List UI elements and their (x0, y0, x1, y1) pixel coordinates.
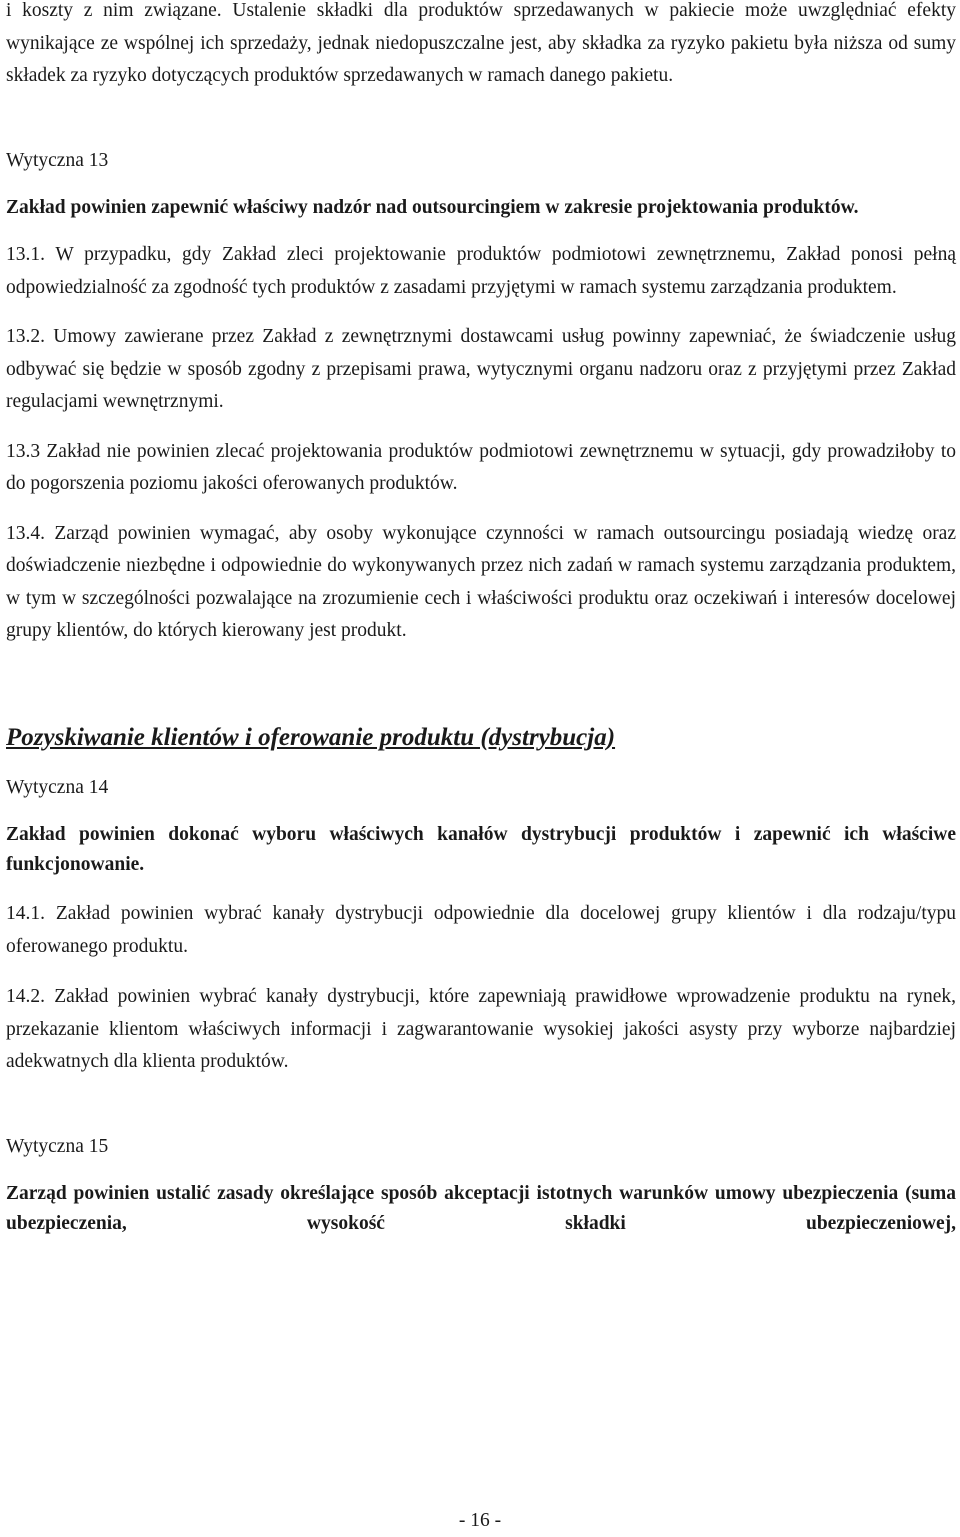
document-page (6, 0, 956, 1239)
guideline-13-point-3: 13.3 Zakład nie powinien zlecać projektowania produktów podmiotowi zewnętrznemu w sytuacji, gdy prowadziłoby to do pogorszenia poziomu jakości oferowanych produktów. (6, 440, 956, 494)
guideline-13-point-2: 13.2. Umowy zawierane przez Zakład z zewnętrznymi dostawcami usług powinny zapewniać, że świadczenie usług odbywać się będzie w sposób zgodny z przepisami prawa, wytycznymi organu nadzoru oraz z przyjętymi przez Zakład regulacjami wewnętrznymi. (6, 326, 956, 412)
guideline-13-point-4: 13.4. Zarząd powinien wymagać, aby osoby wykonujące czynności w ramach outsourcingu posiadają wiedzę oraz doświadczenie niezbędne i odpowiednie do wykonywanych przez nich zadań w ramach systemu zarządzania produktem, w tym w szczególności pozwalające na zrozumienie cech i właściwości produktu oraz oczekiwań i interesów docelowej grupy klientów, do których kierowany jest produkt. (6, 522, 956, 641)
guideline-15-label: Wytyczna 15 (6, 1135, 109, 1157)
guideline-14-point-1: 14.1. Zakład powinien wybrać kanały dystrybucji odpowiednie dla docelowej grupy klientów i dla rodzaju/typu oferowanego produktu. (6, 903, 956, 957)
guideline-15-statement: Zarząd powinien ustalić zasady określające sposób akceptacji istotnych warunków umowy ubezpieczenia (suma ubezpieczenia, wysokość składki ubezpieczeniowej, (6, 1183, 956, 1234)
guideline-13-statement: Zakład powinien zapewnić właściwy nadzór nad outsourcingiem w zakresie projektowania produktów. (6, 197, 859, 218)
intro-paragraph: i koszty z nim związane. Ustalenie składki dla produktów sprzedawanych w pakiecie może uwzględniać efekty wynikające ze wspólnej ich sprzedaży, jednak niedopuszczalne jest, aby składka za ryzyko pakietu była niższa od sumy składek za ryzyko dotyczących produktów sprzedawanych w ramach danego pakietu. (6, 0, 956, 86)
page-number: - 16 - (458, 1510, 502, 1531)
section-heading: Pozyskiwanie klientów i oferowanie produktu (dystrybucja) (6, 723, 616, 751)
guideline-14-point-2: 14.2. Zakład powinien wybrać kanały dystrybucji, które zapewniają prawidłowe wprowadzenie produktu na rynek, przekazanie klientom właściwych informacji i zagwarantowanie wysokiej jakości asysty przy wyborze najbardziej adekwatnych dla klienta produktów. (6, 986, 956, 1072)
guideline-13-label: Wytyczna 13 (6, 149, 109, 171)
guideline-14-statement: Zakład powinien dokonać wyboru właściwych kanałów dystrybucji produktów i zapewnić ich właściwe funkcjonowanie. (6, 824, 956, 875)
guideline-13-point-1: 13.1. W przypadku, gdy Zakład zleci projektowanie produktów podmiotowi zewnętrznemu, Zakład ponosi pełną odpowiedzialność za zgodność tych produktów z zasadami przyjętymi w ramach systemu zarządzania produktem. (6, 244, 956, 298)
guideline-14-label: Wytyczna 14 (6, 776, 109, 798)
